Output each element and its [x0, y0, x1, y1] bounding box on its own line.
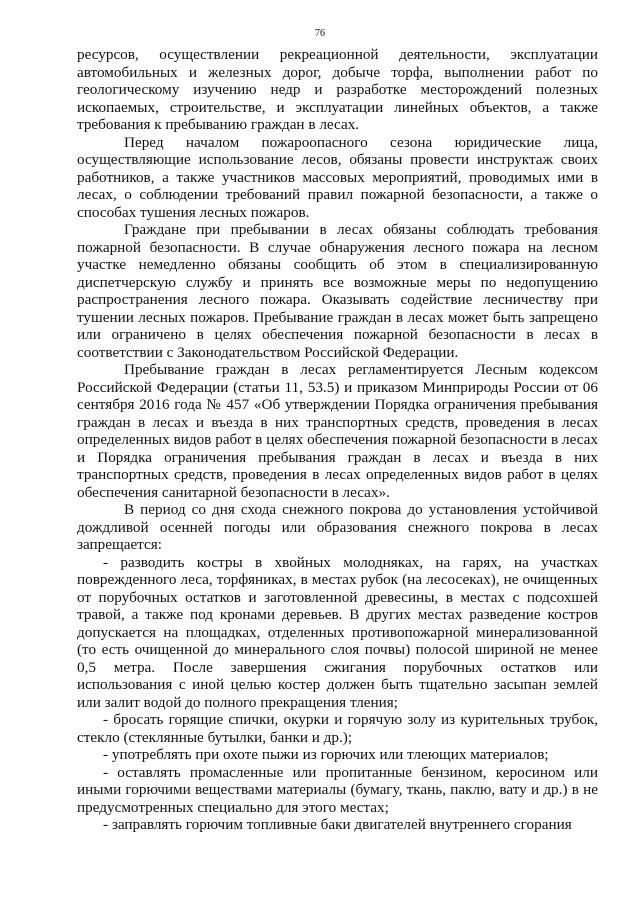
paragraph-prohibitions-intro: В период со дня схода снежного покрова до установления устойчивой дождливой осенней погоды или образования снежного покрова в лесах запрещается: [77, 501, 598, 553]
list-item-campfires: - разводить костры в хвойных молодняках, на гарях, на участках поврежденного леса, торфяниках, в местах рубок (на лесосеках), не очищенных от порубочных остатков и заготовленной древесины, в местах с подсохшей травой, а также под кронами деревьев. В других местах разведение костров допускается на площадках, отделенных противопожарной минерализованной (то есть очищенной до минерального слоя почвы) полосой шириной не менее 0,5 метра. После завершения сжигания порубочных остатков или использования с иной целью костер должен быть тщательно засыпан землей или залит водой до полного прекращения тления; [77, 553, 598, 711]
page-body [77, 46, 598, 834]
list-item-refueling: - заправлять горючим топливные баки двигателей внутреннего сгорания [103, 816, 572, 833]
paragraph-continuation: ресурсов, осуществлении рекреационной деятельности, эксплуатации автомобильных и железных дорог, добыче торфа, выполнении работ по геологическому изучению недр и разработке месторождений полезных ископаемых, строительстве, и эксплуатации линейных объектов, а также требования к пребыванию граждан в лесах. [77, 46, 598, 133]
paragraph-briefing: Перед началом пожароопасного сезона юридические лица, осуществляющие использование лесов, обязаны провести инструктаж своих работников, а также участников массовых мероприятий, проводимых ими в лесах, о соблюдении требований правил пожарной безопасности, а также о способах тушения лесных пожаров. [77, 133, 598, 221]
page-number: 76 [315, 28, 325, 39]
list-item-burning-matches: - бросать горящие спички, окурки и горячую золу из курительных трубок, стекло (стеклянные бутылки, банки и др.); [77, 711, 598, 746]
list-item-wads: - употреблять при охоте пыжи из горючих или тлеющих материалов; [103, 746, 549, 763]
list-item-oily-materials: - оставлять промасленные или пропитанные бензином, керосином или иными горючими веществами материалы (бумагу, ткань, паклю, вату и др.) в не предусмотренных специально для этого местах; [77, 763, 598, 816]
paragraph-citizen-duties: Граждане при пребывании в лесах обязаны соблюдать требования пожарной безопасности. В случае обнаружения лесного пожара на лесном участке немедленно обязаны сообщить об этом в специализированную диспетчерскую службу и принять все возможные меры по недопущению распространения лесного пожара. Оказывать содействие лесничеству при тушении лесных пожаров. Пребывание граждан в лесах может быть запрещено или ограничено в целях обеспечения пожарной безопасности в лесах в соответствии с Законодательством Российской Федерации. [77, 221, 598, 361]
paragraph-regulation: Пребывание граждан в лесах регламентируется Лесным кодексом Российской Федерации (статьи 11, 53.5) и приказом Минприроды России от 06 сентября 2016 года № 457 «Об утверждении Порядка ограничения пребывания граждан в лесах и въезда в них транспортных средств, проведения в лесах определенных видов работ в целях обеспечения пожарной безопасности в лесах и Порядка ограничения пребывания граждан в лесах и въезда в них транспортных средств, проведения в лесах определенных видов работ в целях обеспечения санитарной безопасности в лесах». [77, 361, 598, 501]
